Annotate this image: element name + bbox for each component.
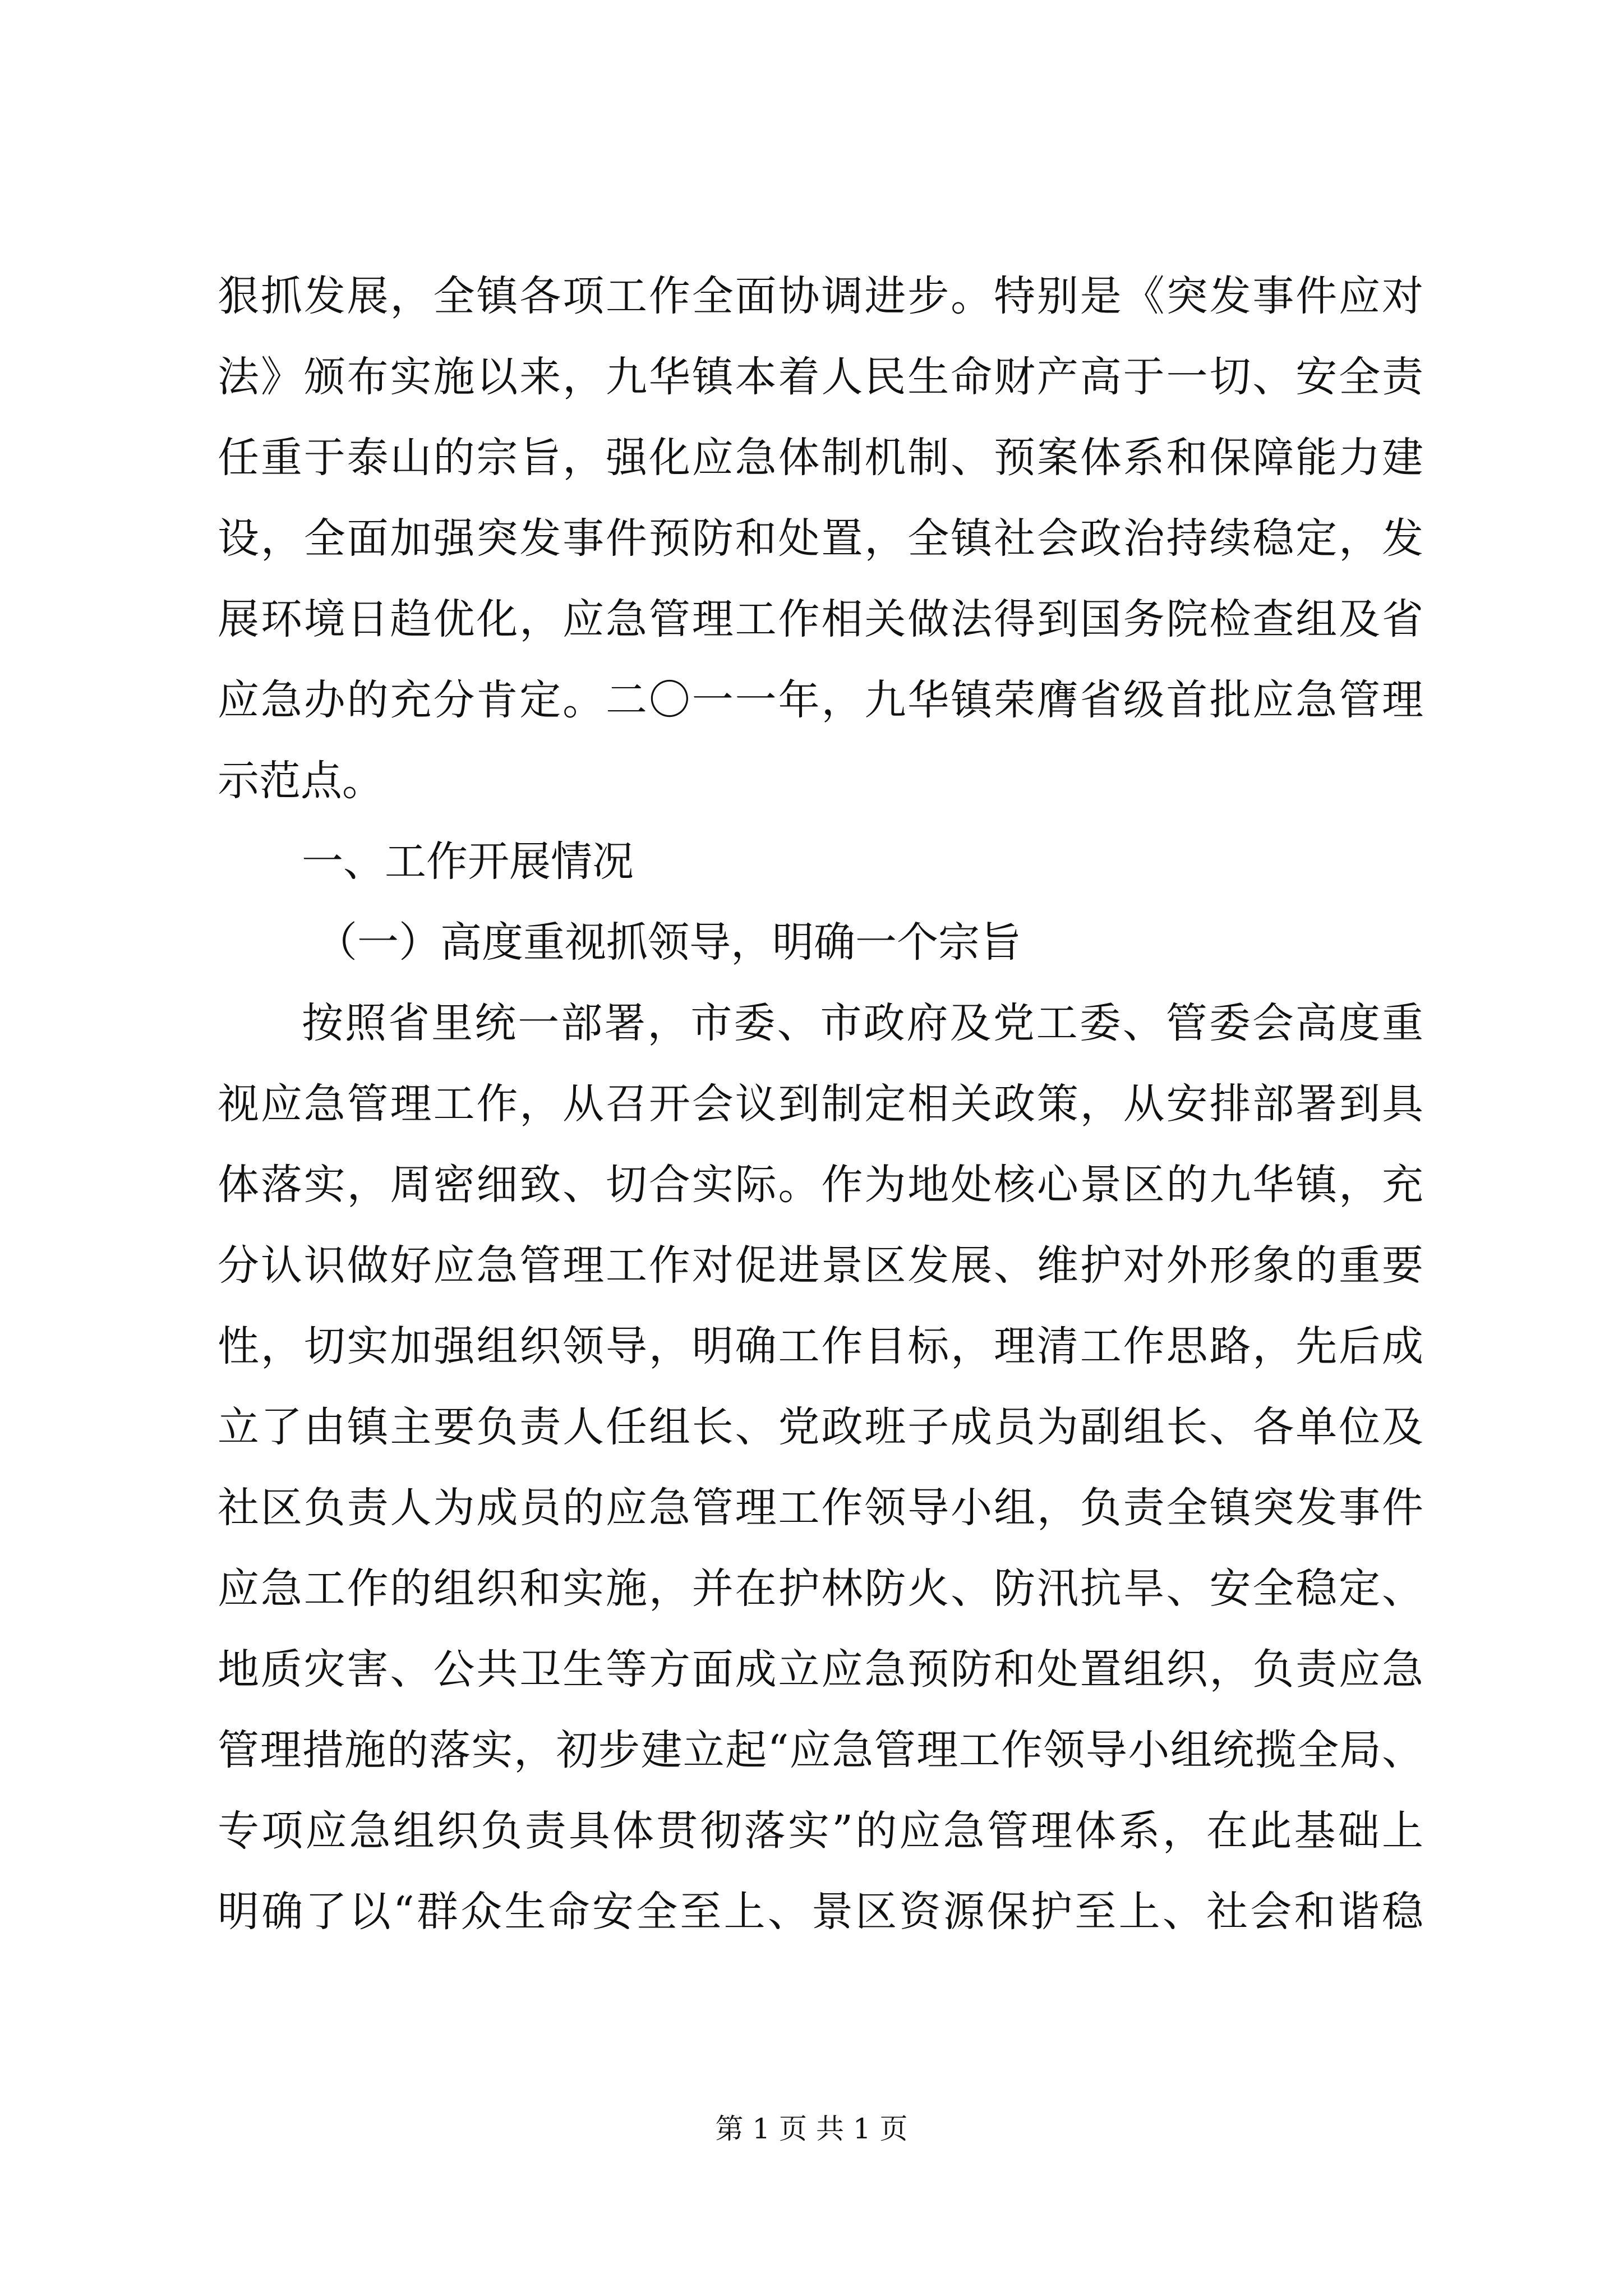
main-line-11: 专项应急组织负责具体贯彻落实”的应急管理体系，在此基础上 bbox=[218, 1807, 1423, 1855]
main-line-12: 明确了以“群众生命安全至上、景区资源保护至上、社会和谐稳 bbox=[218, 1888, 1423, 1936]
main-line-1: 按照省里统一部署，市委、市政府及党工委、管委会高度重 bbox=[302, 999, 1423, 1047]
section-heading: 一、工作开展情况 bbox=[302, 838, 634, 886]
document-body bbox=[218, 256, 1423, 1952]
intro-line-4: 设，全面加强突发事件预防和处置，全镇社会政治持续稳定，发 bbox=[218, 514, 1423, 563]
main-line-8: 应急工作的组织和实施，并在护林防火、防汛抗旱、安全稳定、 bbox=[218, 1565, 1423, 1613]
intro-line-6: 应急办的充分肯定。二〇一一年，九华镇荣膺省级首批应急管理 bbox=[218, 676, 1423, 724]
main-line-6: 立了由镇主要负责人任组长、党政班子成员为副组长、各单位及 bbox=[218, 1403, 1423, 1451]
main-line-5: 性，切实加强组织领导，明确工作目标，理清工作思路，先后成 bbox=[218, 1322, 1423, 1370]
main-line-4: 分认识做好应急管理工作对促进景区发展、维护对外形象的重要 bbox=[218, 1241, 1423, 1290]
main-line-3: 体落实，周密细致、切合实际。作为地处核心景区的九华镇，充 bbox=[218, 1161, 1423, 1209]
intro-line-3: 任重于泰山的宗旨，强化应急体制机制、预案体系和保障能力建 bbox=[218, 434, 1423, 482]
main-line-7: 社区负责人为成员的应急管理工作领导小组，负责全镇突发事件 bbox=[218, 1484, 1423, 1532]
intro-line-7: 示范点。 bbox=[218, 757, 384, 805]
page-footer: 第 1 页 共 1 页 bbox=[715, 2113, 908, 2145]
main-line-9: 地质灾害、公共卫生等方面成立应急预防和处置组织，负责应急 bbox=[218, 1645, 1423, 1694]
intro-line-2: 法》颁布实施以来，九华镇本着人民生命财产高于一切、安全责 bbox=[218, 353, 1423, 401]
main-line-2: 视应急管理工作，从召开会议到制定相关政策，从安排部署到具 bbox=[218, 1080, 1423, 1128]
intro-line-5: 展环境日趋优化，应急管理工作相关做法得到国务院检查组及省 bbox=[218, 595, 1423, 643]
intro-line-1: 狠抓发展，全镇各项工作全面协调进步。特别是《突发事件应对 bbox=[218, 272, 1423, 320]
main-line-10: 管理措施的落实，初步建立起“应急管理工作领导小组统揽全局、 bbox=[218, 1726, 1423, 1774]
subsection-heading: （一）高度重视抓领导，明确一个宗旨 bbox=[316, 918, 1021, 967]
